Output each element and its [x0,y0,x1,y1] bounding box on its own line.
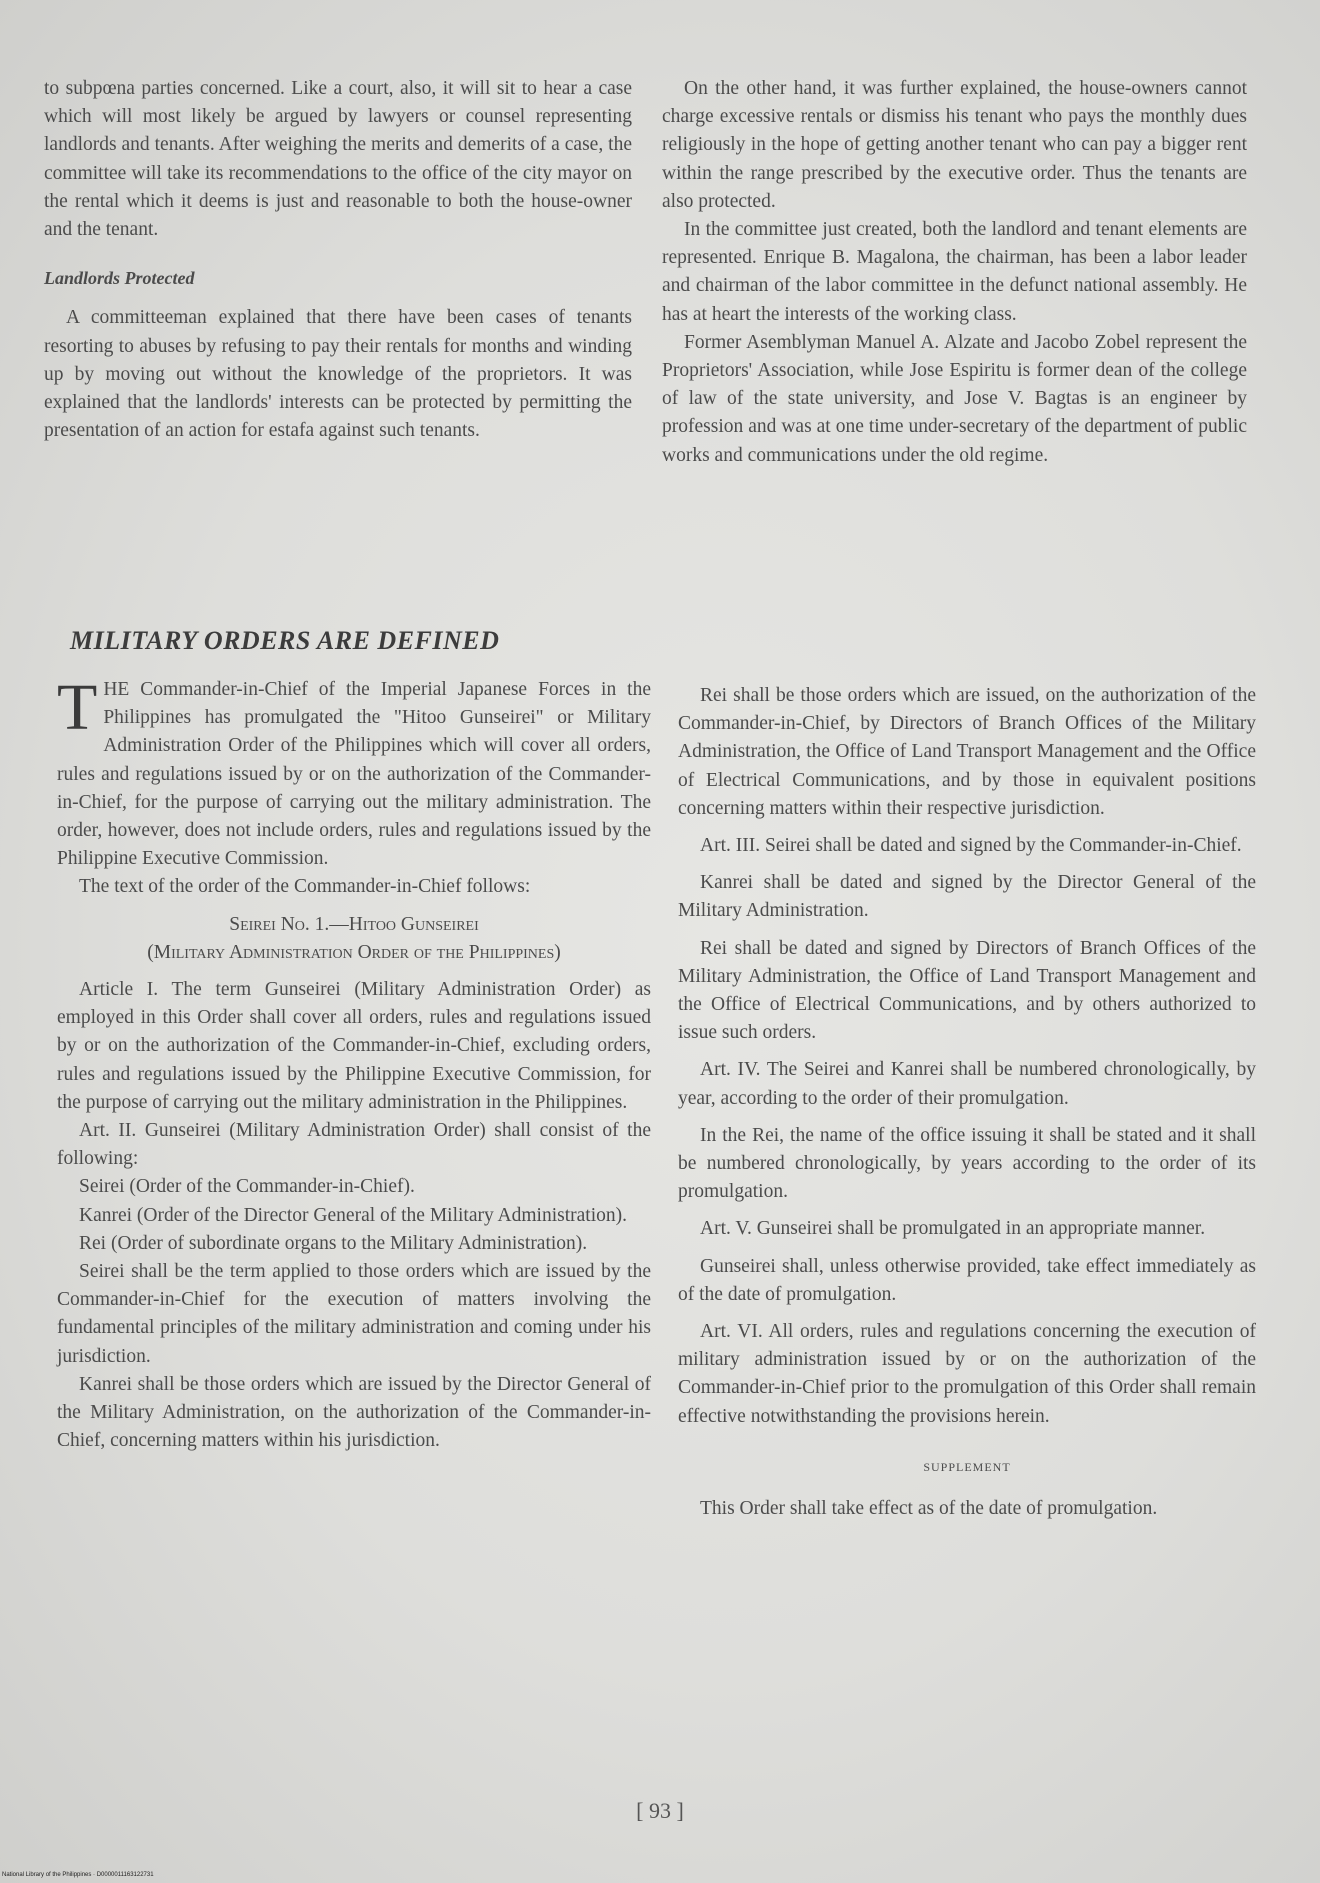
article-left-column [57,671,651,1455]
drop-cap: T [57,671,98,744]
article-1: Article I. The term Gunseirei (Military Administration Order) as employed in this Order shall cover all orders, rules and regulations issued by or on the authorization of the Commander-in-Chief, excluding orders, rules and regulations issued by the Philippine Executive Commission, for the purpose of carrying out the military administration in the Philippines. [57,979,651,1113]
article-right-column [678,682,1256,1523]
subheading: Landlords Protected [44,268,195,289]
kanrei-definition: Kanrei shall be those orders which are issued by the Director General of the Military Administration, on the authorization of the Commander-in-Chief, concerning matters within his jurisdiction. [57,1373,651,1452]
rei-signed: Rei shall be dated and signed by Directors of Branch Offices of the Military Administration, the Office of Land Transport Management and the Office of Electrical Communications, and by others authorized to issue such orders. [678,937,1256,1044]
list-item-seirei: Seirei (Order of the Commander-in-Chief). [79,1176,415,1198]
article-headline: MILITARY ORDERS ARE DEFINED [70,626,500,655]
top-left-column [44,75,632,445]
supplement-text: This Order shall take effect as of the date of promulgation. [700,1498,1158,1520]
article-5: Art. V. Gunseirei shall be promulgated in an appropriate manner. [700,1218,1206,1240]
footer-credit: National Library of the Philippines · D0000011163122731 [2,1872,154,1878]
paragraph: In the committee just created, both the landlord and tenant elements are represented. Enrique B. Magalona, the chairman, has been a labor leader and chairman of the labor committee in the defunct national assembly. He has at heart the interests of the working class. [662,219,1247,325]
top-right-column [662,75,1247,470]
kanrei-signed: Kanrei shall be dated and signed by the Director General of the Military Administration. [678,872,1256,922]
list-item-rei: Rei (Order of subordinate organs to the Military Administration). [79,1232,588,1254]
paragraph: to subpœna parties concerned. Like a court, also, it will sit to hear a case which will most likely be argued by lawyers or counsel representing landlords and tenants. After weighing the merits and demerits of a case, the committee will take its recommendations to the office of the city mayor on the rental which it deems is just and reasonable to both the house-owner and the tenant. [44,78,632,241]
article-6: Art. VI. All orders, rules and regulations concerning the execution of military administration issued by or on the authorization of the Commander-in-Chief prior to the promulgation of this Order shall remain effective notwithstanding the provisions herein. [678,1321,1256,1427]
article-4: Art. IV. The Seirei and Kanrei shall be numbered chronologically, by year, according to the order of their promulgation. [678,1059,1256,1109]
page-number: [ 93 ] [636,1798,684,1823]
rei-definition: Rei shall be those orders which are issued, on the authorization of the Commander-in-Chief, by Directors of Branch Offices of the Military Administration, the Office of Land Transport Management and the Office of Electrical Communications, and by those in equivalent positions concerning matters within their respective jurisdiction. [678,685,1256,819]
lead-paragraph: THE Commander-in-Chief of the Imperial Japanese Forces in the Philippines has promulgated the "Hitoo Gunseirei" or Military Administration Order of the Philippines which will cover all orders, rules and regulations issued by or on the authorization of the Commander-in-Chief, for the purpose of carrying out the military administration. The order, however, does not include orders, rules and regulations issued by the Philippine Executive Commission. [57,671,651,870]
article-3: Art. III. Seirei shall be dated and signed by the Commander-in-Chief. [700,835,1242,857]
supplement-heading: SUPPLEMENT [923,1459,1011,1474]
article-2: Art. II. Gunseirei (Military Administration Order) shall consist of the following: [57,1120,651,1170]
order-title: Seirei No. 1.—Hitoo Gunseirei [229,913,479,935]
paragraph: A committeeman explained that there have been cases of tenants resorting to abuses by refusing to pay their rentals for months and winding up by moving out without the knowledge of the proprietors. It was explained that the landlords' interests can be protected by permitting the presentation of an action for estafa against such tenants. [44,307,632,442]
rei-numbered: In the Rei, the name of the office issuing it shall be stated and it shall be numbered chronologically, by years according to the order of its promulgation. [678,1124,1256,1203]
list-item-kanrei: Kanrei (Order of the Director General of the Military Administration). [79,1204,627,1226]
paragraph: On the other hand, it was further explained, the house-owners cannot charge excessive rentals or dismiss his tenant who pays the monthly dues religiously in the hope of getting another tenant who can pay a bigger rent within the range prescribed by the executive order. Thus the tenants are also protected. [662,78,1247,212]
gunseirei-effect: Gunseirei shall, unless otherwise provided, take effect immediately as of the date of promulgation. [678,1255,1256,1305]
seirei-definition: Seirei shall be the term applied to those orders which are issued by the Commander-in-Chief for the execution of matters involving the fundamental principles of the military administration and coming under his jurisdiction. [57,1261,651,1367]
paragraph: Former Asemblyman Manuel A. Alzate and Jacobo Zobel represent the Proprietors' Association, while Jose Espiritu is former dean of the college of law of the state university, and Jose V. Bagtas is an engineer by profession and was at one time under-secretary of the department of public works and communications under the old regime. [662,331,1247,466]
order-subtitle: (Military Administration Order of the Philippines) [147,941,561,963]
paragraph: The text of the order of the Commander-in-Chief follows: [79,876,531,898]
